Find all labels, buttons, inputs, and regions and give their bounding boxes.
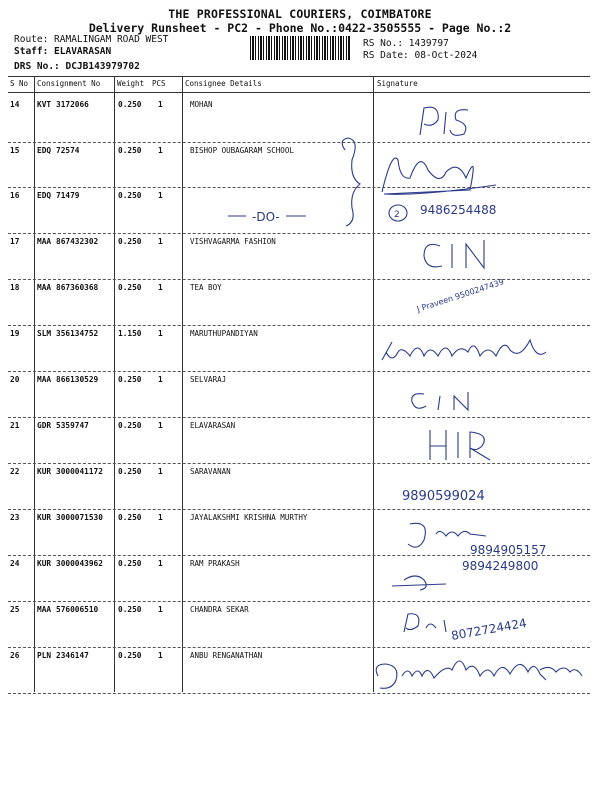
row-consignee: MARUTHUPANDIYAN bbox=[190, 329, 258, 338]
row-pcs: 1 bbox=[158, 191, 163, 200]
row-weight: 0.250 bbox=[118, 237, 142, 246]
consignment-number: 3000071530 bbox=[56, 513, 103, 522]
row-sno: 14 bbox=[10, 100, 20, 109]
row-separator bbox=[8, 142, 590, 143]
column-divider bbox=[182, 76, 183, 692]
row-pcs: 1 bbox=[158, 100, 163, 109]
row-weight: 0.250 bbox=[118, 191, 142, 200]
row-weight: 0.250 bbox=[118, 513, 142, 522]
consignment-number: 3000043962 bbox=[56, 559, 103, 568]
row-pcs: 1 bbox=[158, 375, 163, 384]
phone-number: 9890599024 bbox=[402, 489, 485, 504]
col-weight-header: Weight bbox=[117, 79, 145, 88]
consignment-prefix: MAA bbox=[37, 375, 52, 384]
row-separator bbox=[8, 647, 590, 648]
col-signature-header: Signature bbox=[377, 79, 418, 88]
signature-scribble bbox=[430, 430, 490, 460]
row-weight: 0.250 bbox=[118, 146, 142, 155]
signature-scribble bbox=[404, 614, 446, 632]
consignment-number: 72574 bbox=[56, 146, 80, 155]
drs-number: DRS No.: DCJB143979702 bbox=[14, 61, 140, 72]
row-consignee: JAYALAKSHMI KRISHNA MURTHY bbox=[190, 513, 308, 522]
row-consignee: SARAVANAN bbox=[190, 467, 231, 476]
row-weight: 1.150 bbox=[118, 329, 142, 338]
row-pcs: 1 bbox=[158, 513, 163, 522]
row-consignee: VISHVAGARMA FASHION bbox=[190, 237, 276, 246]
row-separator bbox=[8, 601, 590, 602]
consignment-number: 866130529 bbox=[56, 375, 99, 384]
col-pcs-header: PCS bbox=[152, 79, 166, 88]
row-weight: 0.250 bbox=[118, 559, 142, 568]
rs-number: RS No.: 1439797 bbox=[363, 38, 449, 49]
row-pcs: 1 bbox=[158, 329, 163, 338]
consignment-number: 356134752 bbox=[56, 329, 99, 338]
consignment-number: 576006510 bbox=[56, 605, 99, 614]
consignment-prefix: KUR bbox=[37, 513, 52, 522]
column-divider bbox=[114, 76, 115, 692]
signature-scribble bbox=[408, 523, 486, 547]
row-sno: 21 bbox=[10, 421, 20, 430]
row-sno: 19 bbox=[10, 329, 20, 338]
phone-number: 8072724424 bbox=[450, 615, 528, 643]
signature-scribble bbox=[376, 661, 546, 688]
signature-scribble bbox=[382, 340, 546, 360]
phone-number: 9894905157 bbox=[470, 543, 547, 557]
consignment-number: 2346147 bbox=[56, 651, 89, 660]
consignment-prefix: MAA bbox=[37, 605, 52, 614]
row-separator bbox=[8, 279, 590, 280]
barcode bbox=[250, 36, 350, 60]
row-pcs: 1 bbox=[158, 559, 163, 568]
consignment-prefix: KUR bbox=[37, 467, 52, 476]
row-weight: 0.250 bbox=[118, 283, 142, 292]
row-consignee: CHANDRA SEKAR bbox=[190, 605, 249, 614]
row-separator bbox=[8, 233, 590, 234]
row-sno: 23 bbox=[10, 513, 20, 522]
document-subtitle: Delivery Runsheet - PC2 - Phone No.:0422-3505555 - Page No.:2 bbox=[88, 21, 512, 35]
row-consignee: ANBU RENGANATHAN bbox=[190, 651, 263, 660]
route-label: Route: RAMALINGAM ROAD WEST bbox=[14, 34, 169, 45]
row-sno: 20 bbox=[10, 375, 20, 384]
signature-scribble bbox=[412, 392, 468, 410]
table-top-rule bbox=[8, 76, 590, 77]
handwritten-note: J Praveen 9500247439 bbox=[415, 277, 506, 314]
row-pcs: 1 bbox=[158, 421, 163, 430]
row-consignee: TEA BOY bbox=[190, 283, 222, 292]
row-separator bbox=[8, 417, 590, 418]
consignment-prefix: KVT bbox=[37, 100, 52, 109]
row-weight: 0.250 bbox=[118, 467, 142, 476]
row-separator bbox=[8, 509, 590, 510]
row-sno: 26 bbox=[10, 651, 20, 660]
row-sno: 16 bbox=[10, 191, 20, 200]
row-separator bbox=[8, 463, 590, 464]
consignment-prefix: SLM bbox=[37, 329, 52, 338]
row-consignee: BISHOP OUBAGARAM SCHOOL bbox=[190, 146, 294, 155]
signature-scribble bbox=[424, 240, 484, 268]
row-weight: 0.250 bbox=[118, 421, 142, 430]
consignment-number: 71479 bbox=[56, 191, 80, 200]
row-weight: 0.250 bbox=[118, 605, 142, 614]
row-consignee: ELAVARASAN bbox=[190, 421, 236, 430]
phone-number: 9486254488 bbox=[420, 203, 497, 217]
consignment-prefix: EDQ bbox=[37, 146, 52, 155]
row-sno: 25 bbox=[10, 605, 20, 614]
row-pcs: 1 bbox=[158, 605, 163, 614]
row-separator bbox=[8, 325, 590, 326]
circled-number: 2 bbox=[394, 210, 400, 220]
brace-mark bbox=[342, 138, 360, 226]
row-sno: 18 bbox=[10, 283, 20, 292]
column-divider bbox=[373, 76, 374, 692]
consignment-prefix: MAA bbox=[37, 283, 52, 292]
consignment-number: 867360368 bbox=[56, 283, 99, 292]
row-sno: 17 bbox=[10, 237, 20, 246]
consignment-prefix: KUR bbox=[37, 559, 52, 568]
row-sno: 22 bbox=[10, 467, 20, 476]
signature-scribble bbox=[420, 107, 438, 135]
header-bottom-rule bbox=[8, 92, 590, 93]
row-pcs: 1 bbox=[158, 237, 163, 246]
row-weight: 0.250 bbox=[118, 375, 142, 384]
consignment-prefix: PLN bbox=[37, 651, 52, 660]
row-pcs: 1 bbox=[158, 283, 163, 292]
column-divider bbox=[34, 76, 35, 692]
consignment-number: 867432302 bbox=[56, 237, 99, 246]
consignment-prefix: MAA bbox=[37, 237, 52, 246]
ditto-text: -DO- bbox=[252, 210, 280, 224]
signature-scribble bbox=[540, 667, 582, 676]
document-title: THE PROFESSIONAL COURIERS, COIMBATORE bbox=[168, 7, 432, 21]
row-separator bbox=[8, 187, 590, 188]
row-sno: 15 bbox=[10, 146, 20, 155]
signature-scribble bbox=[450, 110, 468, 136]
col-sno-header: S No bbox=[10, 79, 29, 88]
consignment-prefix: EDQ bbox=[37, 191, 52, 200]
row-pcs: 1 bbox=[158, 651, 163, 660]
consignment-number: 3000041172 bbox=[56, 467, 103, 476]
circle-mark bbox=[389, 205, 407, 221]
staff-label: Staff: ELAVARASAN bbox=[14, 46, 112, 57]
signature-scribble bbox=[382, 158, 496, 194]
col-consignment-header: Consignment No bbox=[37, 79, 101, 88]
row-weight: 0.250 bbox=[118, 100, 142, 109]
row-consignee: MOHAN bbox=[190, 100, 213, 109]
row-pcs: 1 bbox=[158, 146, 163, 155]
row-separator bbox=[8, 555, 590, 556]
row-weight: 0.250 bbox=[118, 651, 142, 660]
row-sno: 24 bbox=[10, 559, 20, 568]
rs-date: RS Date: 08-Oct-2024 bbox=[363, 50, 478, 61]
consignment-number: 5359747 bbox=[56, 421, 89, 430]
col-consignee-header: Consignee Details bbox=[185, 79, 262, 88]
signature-scribble bbox=[444, 112, 446, 134]
row-separator bbox=[8, 693, 590, 694]
signature-scribble bbox=[392, 576, 446, 590]
phone-number: 9894249800 bbox=[462, 559, 539, 573]
row-consignee: SELVARAJ bbox=[190, 375, 227, 384]
consignment-prefix: GDR bbox=[37, 421, 52, 430]
consignment-number: 3172066 bbox=[56, 100, 89, 109]
row-consignee: RAM PRAKASH bbox=[190, 559, 240, 568]
row-separator bbox=[8, 371, 590, 372]
row-pcs: 1 bbox=[158, 467, 163, 476]
